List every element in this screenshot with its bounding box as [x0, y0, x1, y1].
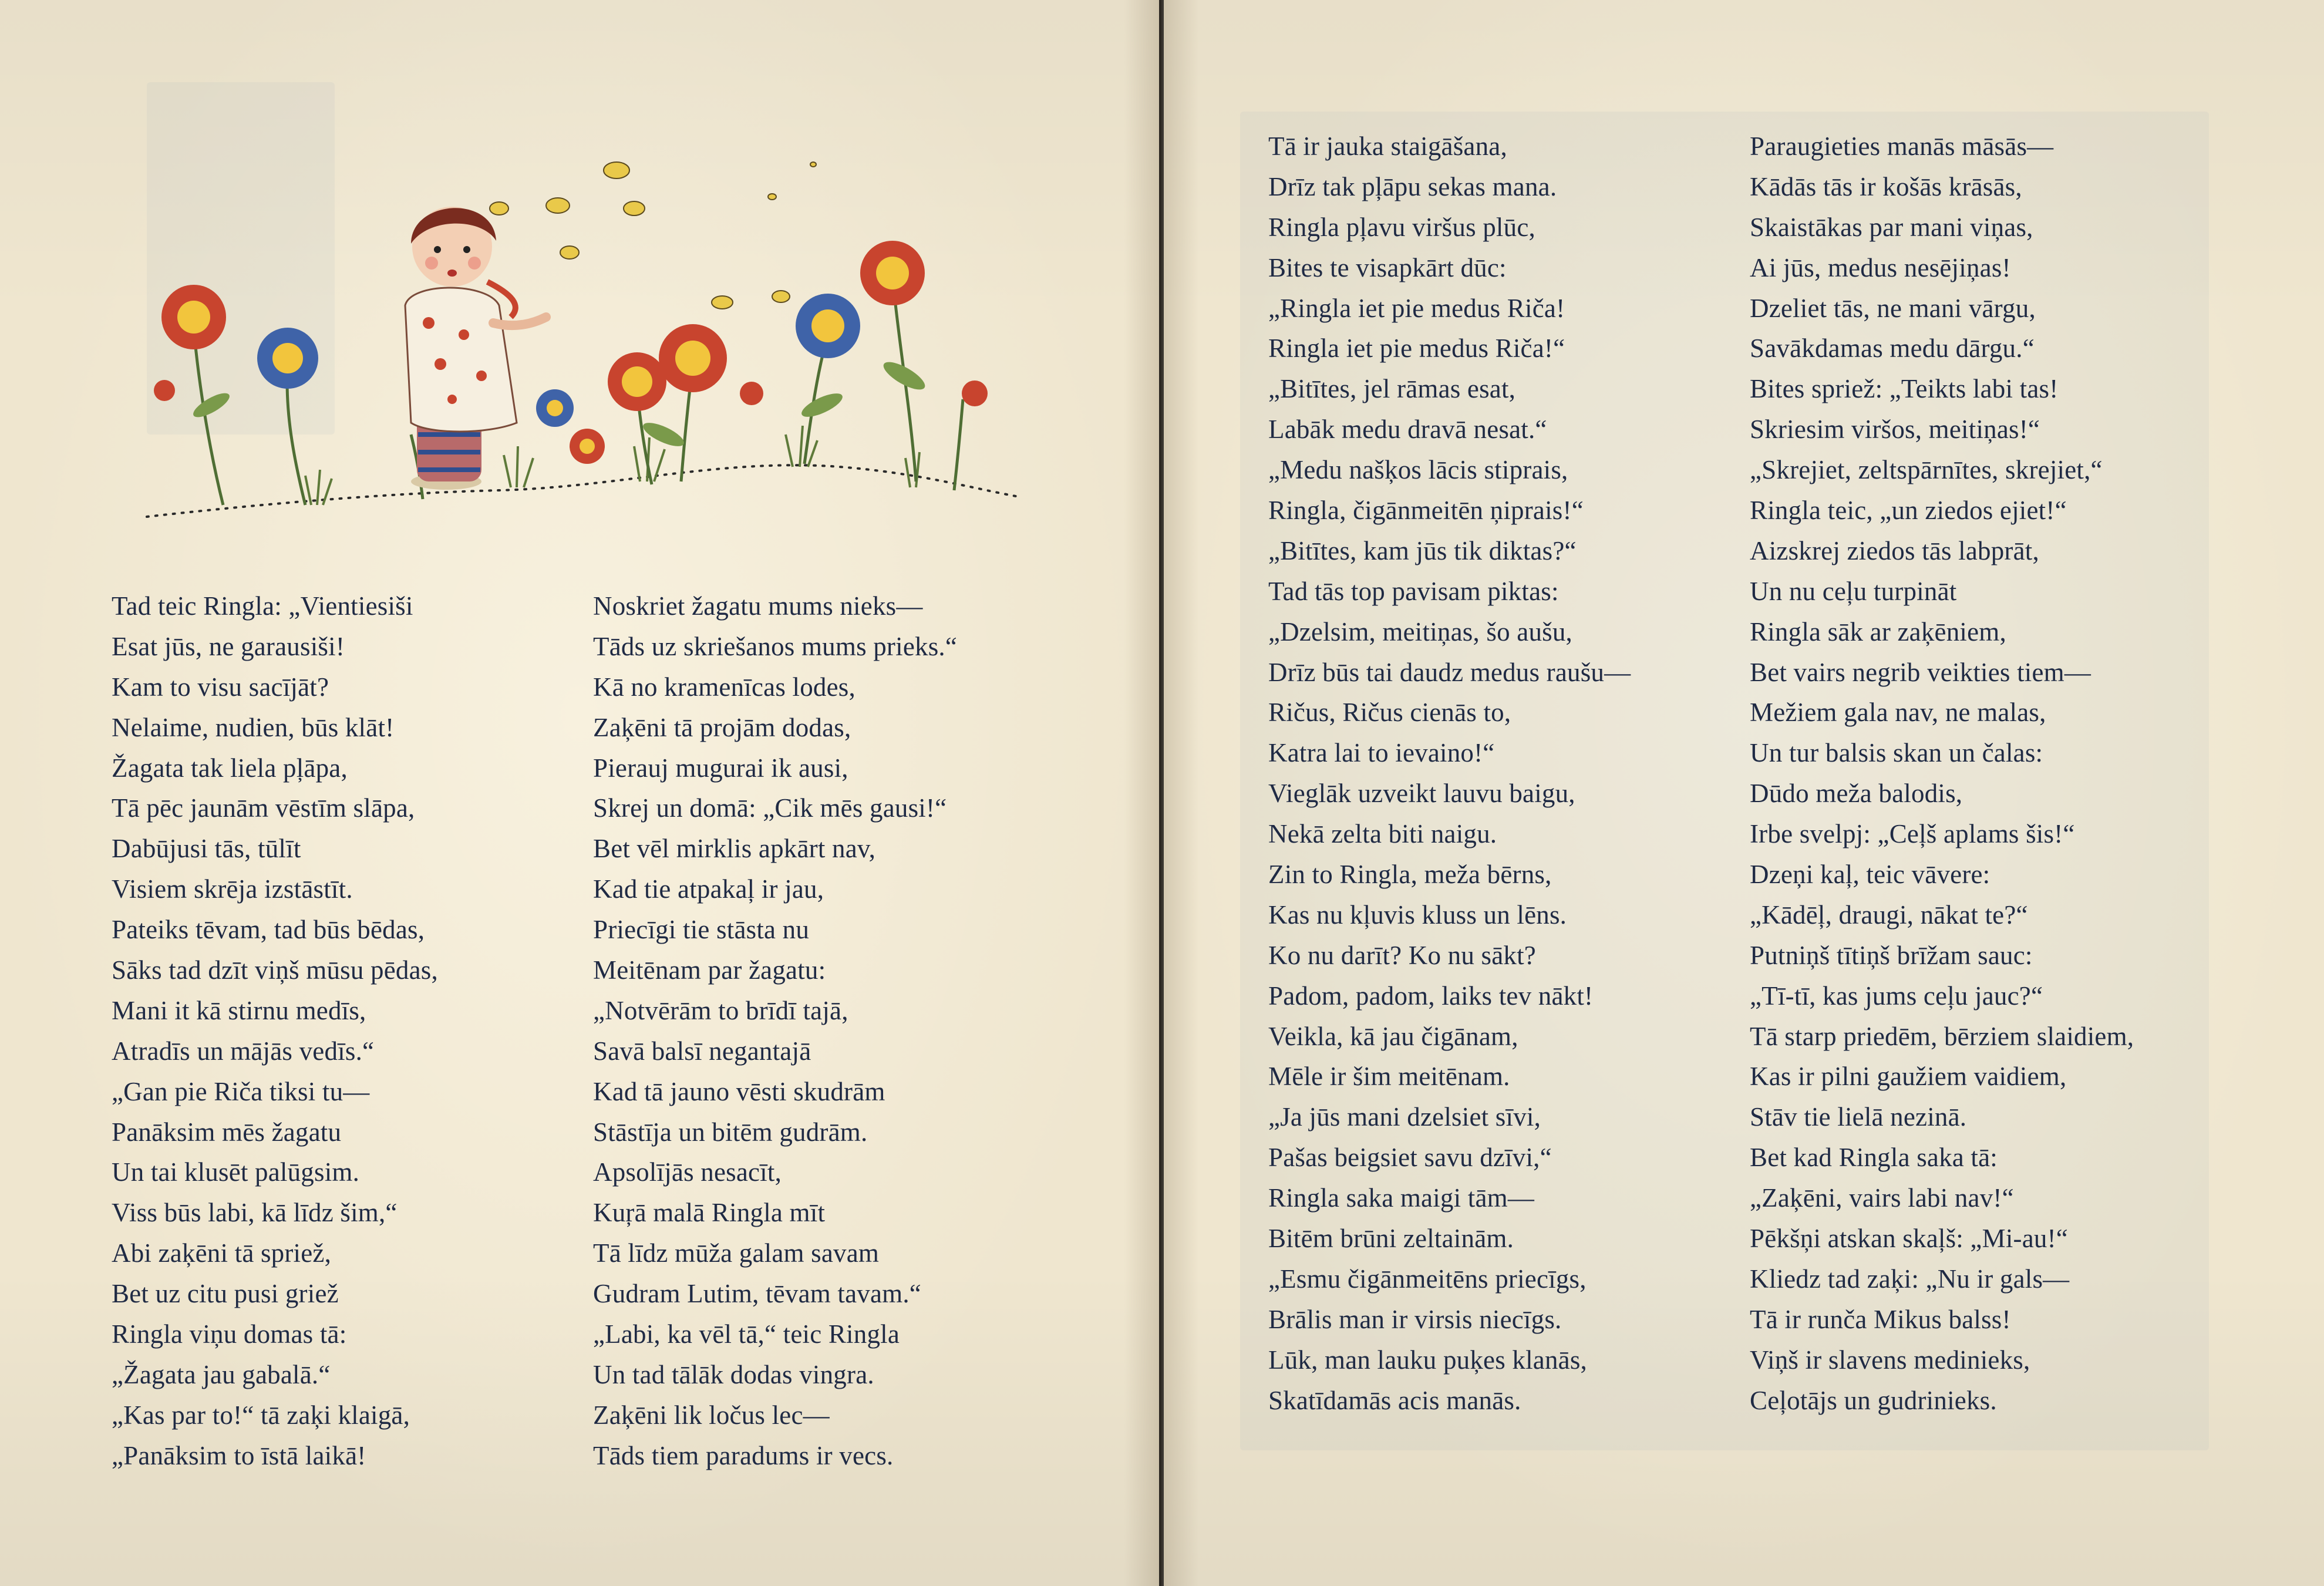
verse-line: Paraugieties manās māsās—	[1750, 132, 2054, 161]
verse-line: Viss būs labi, kā līdz šim,“	[112, 1198, 398, 1228]
verse-line: Dzeliet tās, ne mani vārgu,	[1750, 293, 2036, 323]
verse-line: Bet vairs negrib veikties tiem—	[1750, 657, 2091, 687]
verse-line: Vieglāk uzveikt lauvu baigu,	[1268, 779, 1575, 809]
verse-line: Tā līdz mūža galam savam	[593, 1238, 880, 1268]
verse-line: Tā ir runča Mikus balss!	[1750, 1304, 2011, 1334]
verse-line: Kuŗā malā Ringla mīt	[593, 1198, 826, 1228]
verse-line: Skatīdamās acis manās.	[1268, 1385, 1521, 1415]
verse-line: Irbe svelpj: „Ceļš aplams šis!“	[1750, 819, 2075, 849]
verse-line: Un tur balsis skan un čalas:	[1750, 738, 2043, 768]
verse-line: Sāks tad dzīt viņš mūsu pēdas,	[112, 955, 438, 985]
verse-line: Mēle ir šim meitēnam.	[1268, 1062, 1510, 1092]
verse-line: Kad tie atpakaļ ir jau,	[593, 874, 824, 904]
verse-line: Zaķēni tā projām dodas,	[593, 712, 851, 742]
verse-line: „Medu našķos lācis stiprais,	[1268, 455, 1568, 485]
verse-line: Bet vēl mirklis apkārt nav,	[593, 834, 876, 864]
verse-line: Mani it kā stirnu medīs,	[112, 995, 366, 1025]
right-page-column-2	[1750, 126, 2134, 1421]
verse-line: Tāds uz skriešanos mums prieks.“	[593, 631, 958, 661]
verse-line: Un tai klusēt palūgsim.	[112, 1157, 360, 1187]
verse-line: Stāv tie lielā nezinā.	[1750, 1102, 1967, 1132]
verse-line: Pašas beigsiet savu dzīvi,“	[1268, 1143, 1552, 1173]
verse-line: Gudram Lutim, tēvam tavam.“	[593, 1279, 921, 1309]
verse-line: Ko nu darīt? Ko nu sākt?	[1268, 940, 1536, 970]
verse-line: Mežiem gala nav, ne malas,	[1750, 698, 2046, 728]
verse-line: Ringla pļavu viršus plūc,	[1268, 212, 1535, 242]
verse-line: „Bitītes, kam jūs tik diktas?“	[1268, 536, 1577, 565]
verse-line: Katra lai to ievaino!“	[1268, 738, 1495, 768]
verse-line: Tad tās top pavisam piktas:	[1268, 576, 1559, 606]
verse-line: Viņš ir slavens medinieks,	[1750, 1345, 2030, 1375]
verse-line: Abi zaķēni tā spriež,	[112, 1238, 332, 1268]
right-page	[1164, 0, 2324, 1586]
verse-line: Esat jūs, ne garausiši!	[112, 631, 345, 661]
left-page-column-2	[593, 586, 957, 1476]
verse-line: Kliedz tad zaķi: „Nu ir gals—	[1750, 1264, 2070, 1294]
verse-line: Pēkšņi atskan skaļš: „Mi-au!“	[1750, 1224, 2068, 1254]
verse-line: Drīz būs tai daudz medus raušu—	[1268, 657, 1631, 687]
verse-line: Putniņš tītiņš brīžam sauc:	[1750, 940, 2033, 970]
verse-line: „Gan pie Riča tiksi tu—	[112, 1076, 370, 1106]
verse-line: „Skrejiet, zeltspārnītes, skrejiet,“	[1750, 455, 2103, 485]
verse-line: Ringla saka maigi tām—	[1268, 1183, 1535, 1213]
verse-line: Ringla sāk ar zaķēniem,	[1750, 617, 2006, 646]
verse-line: Ringla viņu domas tā:	[112, 1319, 347, 1349]
verse-line: Skaistākas par mani viņas,	[1750, 212, 2033, 242]
verse-line: Brālis man ir virsis niecīgs.	[1268, 1304, 1562, 1334]
verse-line: Kas nu kļuvis kluss un lēns.	[1268, 900, 1567, 930]
verse-line: Apsolījās nesacīt,	[593, 1157, 782, 1187]
verse-line: Stāstīja un bitēm gudrām.	[593, 1117, 868, 1147]
verse-line: Dzeņi kaļ, teic vāvere:	[1750, 860, 1990, 890]
verse-line: Ceļotājs un gudrinieks.	[1750, 1385, 1997, 1415]
verse-line: Tā ir jauka staigāšana,	[1268, 132, 1507, 161]
verse-line: „Notvērām to brīdī tajā,	[593, 995, 848, 1025]
verse-line: „Ringla iet pie medus Riča!	[1268, 293, 1565, 323]
verse-line: Dūdo meža balodis,	[1750, 779, 1963, 809]
right-page-column-1	[1268, 126, 1631, 1421]
verse-line: Bites spriež: „Teikts labi tas!	[1750, 374, 2059, 404]
verse-line: Kas ir pilni gaužiem vaidiem,	[1750, 1062, 2067, 1092]
verse-line: Meitēnam par žagatu:	[593, 955, 826, 985]
verse-line: Priecīgi tie stāsta nu	[593, 915, 810, 945]
girl-with-flowers-illustration	[135, 129, 1028, 540]
verse-line: Dabūjusi tās, tūlīt	[112, 834, 301, 864]
verse-line: Lūk, man lauku puķes klanās,	[1268, 1345, 1587, 1375]
verse-line: Bitēm brūni zeltainām.	[1268, 1224, 1514, 1254]
verse-line: Ričus, Ričus cienās to,	[1268, 698, 1511, 728]
verse-line: Tad teic Ringla: „Vientiesiši	[112, 591, 413, 621]
verse-line: Aizskrej ziedos tās labprāt,	[1750, 536, 2039, 565]
verse-line: „Esmu čigānmeitēns priecīgs,	[1268, 1264, 1587, 1294]
verse-line: Pateiks tēvam, tad būs bēdas,	[112, 915, 425, 945]
verse-line: Tā starp priedēm, bērziem slaidiem,	[1750, 1021, 2134, 1051]
verse-line: „Kas par to!“ tā zaķi klaigā,	[112, 1400, 410, 1430]
verse-line: Noskriet žagatu mums nieks—	[593, 591, 923, 621]
verse-line: Kādās tās ir košās krāsās,	[1750, 171, 2022, 201]
verse-line: Bet kad Ringla saka tā:	[1750, 1143, 1998, 1173]
verse-line: Savākdamas medu dārgu.“	[1750, 334, 2035, 363]
verse-line: Bites te visapkārt dūc:	[1268, 252, 1507, 282]
verse-line: Padom, padom, laiks tev nākt!	[1268, 981, 1594, 1011]
verse-line: Atradīs un mājās vedīs.“	[112, 1036, 375, 1066]
verse-line: „Zaķēni, vairs labi nav!“	[1750, 1183, 2014, 1213]
left-page	[0, 0, 1161, 1586]
verse-line: Ringla iet pie medus Riča!“	[1268, 334, 1565, 363]
verse-line: Savā balsī negantajā	[593, 1036, 811, 1066]
verse-line: „Žagata jau gabalā.“	[112, 1359, 331, 1389]
verse-line: Skrej un domā: „Cik mēs gausi!“	[593, 793, 947, 823]
verse-line: Žagata tak liela pļāpa,	[112, 753, 348, 783]
verse-line: Bet uz citu pusi griež	[112, 1279, 339, 1309]
verse-line: Zaķēni lik ločus lec—	[593, 1400, 830, 1430]
verse-line: „Kādēļ, draugi, nākat te?“	[1750, 900, 2028, 930]
verse-line: Panāksim mēs žagatu	[112, 1117, 342, 1147]
verse-line: Nelaime, nudien, būs klāt!	[112, 712, 395, 742]
verse-line: Tā pēc jaunām vēstīm slāpa,	[112, 793, 415, 823]
verse-line: „Dzelsim, meitiņas, šo aušu,	[1268, 617, 1573, 646]
verse-line: Pierauj mugurai ik ausi,	[593, 753, 848, 783]
verse-line: „Tī-tī, kas jums ceļu jauc?“	[1750, 981, 2043, 1011]
verse-line: Ringla, čigānmeitēn ņiprais!“	[1268, 496, 1584, 526]
verse-line: „Bitītes, jel rāmas esat,	[1268, 374, 1516, 404]
verse-line: „Ja jūs mani dzelsiet sīvi,	[1268, 1102, 1541, 1132]
verse-line: „Panāksim to īstā laikā!	[112, 1440, 366, 1470]
left-page-column-1	[112, 586, 438, 1476]
verse-line: Un nu ceļu turpināt	[1750, 576, 1957, 606]
verse-line: Visiem skrēja izstāstīt.	[112, 874, 353, 904]
verse-line: Tāds tiem paradums ir vecs.	[593, 1440, 894, 1470]
verse-line: Kam to visu sacījāt?	[112, 672, 329, 702]
spine-shadow	[1124, 0, 1159, 1586]
verse-line: Ai jūs, medus nesējiņas!	[1750, 252, 2011, 282]
verse-line: Drīz tak pļāpu sekas mana.	[1268, 171, 1557, 201]
verse-line: Kad tā jauno vēsti skudrām	[593, 1076, 885, 1106]
verse-line: Skriesim viršos, meitiņas!“	[1750, 415, 2040, 445]
verse-line: Kā no kramenīcas lodes,	[593, 672, 855, 702]
verse-line: Veikla, kā jau čigānam,	[1268, 1021, 1518, 1051]
spine-shadow	[1164, 0, 1199, 1586]
verse-line: Nekā zelta biti naigu.	[1268, 819, 1497, 849]
verse-line: Ringla teic, „un ziedos ejiet!“	[1750, 496, 2067, 526]
verse-line: Un tad tālāk dodas vingra.	[593, 1359, 874, 1389]
verse-line: Labāk medu dravā nesat.“	[1268, 415, 1547, 445]
verse-line: „Labi, ka vēl tā,“ teic Ringla	[593, 1319, 900, 1349]
verse-line: Zin to Ringla, meža bērns,	[1268, 860, 1552, 890]
